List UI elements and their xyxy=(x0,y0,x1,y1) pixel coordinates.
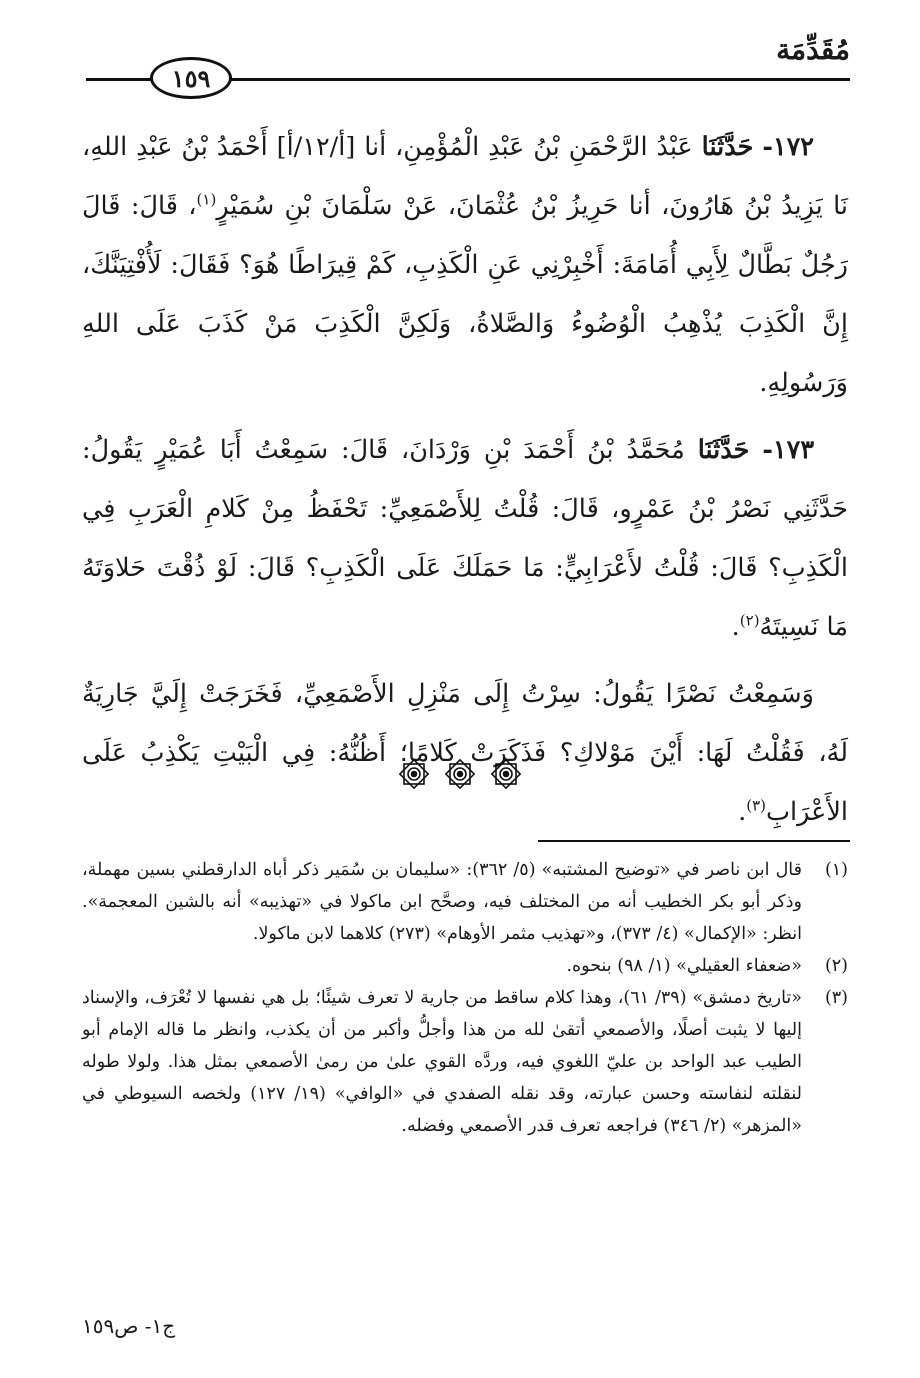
footnote-marker[interactable]: (٢) xyxy=(739,611,760,630)
footnote-text: «ضعفاء العقيلي» (١/ ٩٨) بنحوه. xyxy=(566,956,802,976)
narration-text: وَسَمِعْتُ نَصْرًا يَقُولُ: سِرْتُ إِلَى مَنْزِلِ الأَصْمَعِيِّ، فَخَرَجَتْ إِلَيَّ جَارِيَةٌ لَهُ، فَقُلْتُ لَهَا: أَيْنَ مَوْلاكِ؟ فَذَكَرَتْ كَلامًا؛ أَظُنُّهُ: فِي الْبَيْتِ يَكْذِبُ عَلَى الأَعْرَابِ xyxy=(82,679,848,827)
hadith-number: ١٧٣- xyxy=(762,435,815,465)
footnote-text: «تاريخ دمشق» (٣٩/ ٦١)، وهذا كلام ساقط من جارية لا تعرف شيئًا؛ بل هي نفسها لا تُعْرَف، والإسناد إليها لا يثبت أصلًا، والأصمعي أتقىٰ لله من هذا وأجلُّ وأكبر من أن يكذب، وانظر ما قاله الإمام أبو الطيب عبد الواحد بن عليّ اللغوي فيه، وردَّه القوي علىٰ من رمىٰ الأصمعي بمثل هذا. ولولا طوله لنقلته لنفاسته وحسن عبارته، وقد نقله الصفدي في «الوافي» (١٩/ ١٢٧) ولخصه السيوطي في «المزهر» (٢/ ٣٤٦) فراجعه تعرف قدر الأصمعي وفضله. xyxy=(82,988,802,1136)
hadith-173 xyxy=(82,421,848,657)
flower-ornament-icon xyxy=(398,758,430,790)
footnote-text: قال ابن ناصر في «توضيح المشتبه» (٥/ ٣٦٢): «سليمان بن سُمَير ذكر أباه الدارقطني بسين مهملة، وذكر أبو بكر الخطيب أنه من المختلف فيه، وصحَّح ابن ماكولا في «تهذيبه» أنه بالشين المعجمة». انظر: «الإكمال» (٤/ ٣٧٣)، و«تهذيب مثمر الأوهام» (٢٧٣) كلاهما لابن ماكولا. xyxy=(82,860,802,944)
footnote-separator xyxy=(538,840,850,842)
main-text xyxy=(82,118,848,850)
flower-ornament-icon xyxy=(444,758,476,790)
hadith-number: ١٧٢- xyxy=(762,132,814,162)
hadith-172 xyxy=(82,118,848,413)
footnote-marker[interactable]: (١) xyxy=(196,190,217,209)
footnote-2 xyxy=(82,950,848,982)
footnotes xyxy=(82,854,848,1142)
page-number-badge xyxy=(150,57,232,99)
volume-page-reference: ج١- ص١٥٩ xyxy=(82,1314,176,1338)
footnote-number: (٢) xyxy=(824,956,848,976)
hadith-text-cont: . xyxy=(731,612,740,642)
header-title: مُقَدِّمَة xyxy=(776,33,850,66)
footnote-number: (٣) xyxy=(824,988,848,1008)
hadith-text-cont: ، قَالَ: قَالَ رَجُلٌ بَطَّالٌ لِأَبِي أُمَامَةَ: أَخْبِرْنِي عَنِ الْكَذِبِ، كَمْ قِيرَاطًا هُوَ؟ فَقَالَ: لَأُفْتِيَنَّكَ، إِنَّ الْكَذِبَ يُذْهِبُ الْوُضُوءُ وَالصَّلاةُ، وَلَكِنَّ الْكَذِبَ مَنْ كَذَبَ عَلَى اللهِ وَرَسُولِهِ. xyxy=(82,191,848,398)
hadith-text: مُحَمَّدُ بْنُ أَحْمَدَ بْنِ وَرْدَانَ، قَالَ: سَمِعْتُ أَبَا عُمَيْرٍ يَقُولُ: حَدَّثَنِي نَصْرُ بْنُ عَمْرٍو، قَالَ: قُلْتُ لِلأَصْمَعِيِّ: تَحْفَظُ مِنْ كَلامِ الْعَرَبِ فِي الْكَذِبِ؟ قَالَ: قُلْتُ لأَعْرَابِيٍّ: مَا حَمَلَكَ عَلَى الْكَذِبِ؟ قَالَ: لَوْ ذُقْتَ حَلاوَتَهُ مَا نَسِيتَهُ xyxy=(82,435,848,642)
footnote-marker[interactable]: (٣) xyxy=(746,796,766,815)
page-number: ١٥٩ xyxy=(171,63,211,93)
flower-ornament-icon xyxy=(490,758,522,790)
footnote-3 xyxy=(82,982,848,1142)
footnote-1 xyxy=(82,854,848,950)
tahdith-word: حَدَّثَنَا xyxy=(697,435,750,465)
footnote-number: (١) xyxy=(824,860,848,880)
narration-paragraph xyxy=(82,665,848,842)
hadith-text: عَبْدُ الرَّحْمَنِ بْنُ عَبْدِ الْمُؤْمِنِ، أنا [أ/١٢/أ] أَحْمَدُ بْنُ عَبْدِ اللهِ، نَا يَزِيدُ بْنُ هَارُونَ، أنا حَرِيزُ بْنُ عُثْمَانَ، عَنْ سَلْمَانَ بْنِ سُمَيْرٍ xyxy=(82,132,848,221)
section-ornament xyxy=(0,758,920,790)
tahdith-word: حَدَّثَنَا xyxy=(701,132,754,162)
narration-text-cont: . xyxy=(738,797,747,827)
